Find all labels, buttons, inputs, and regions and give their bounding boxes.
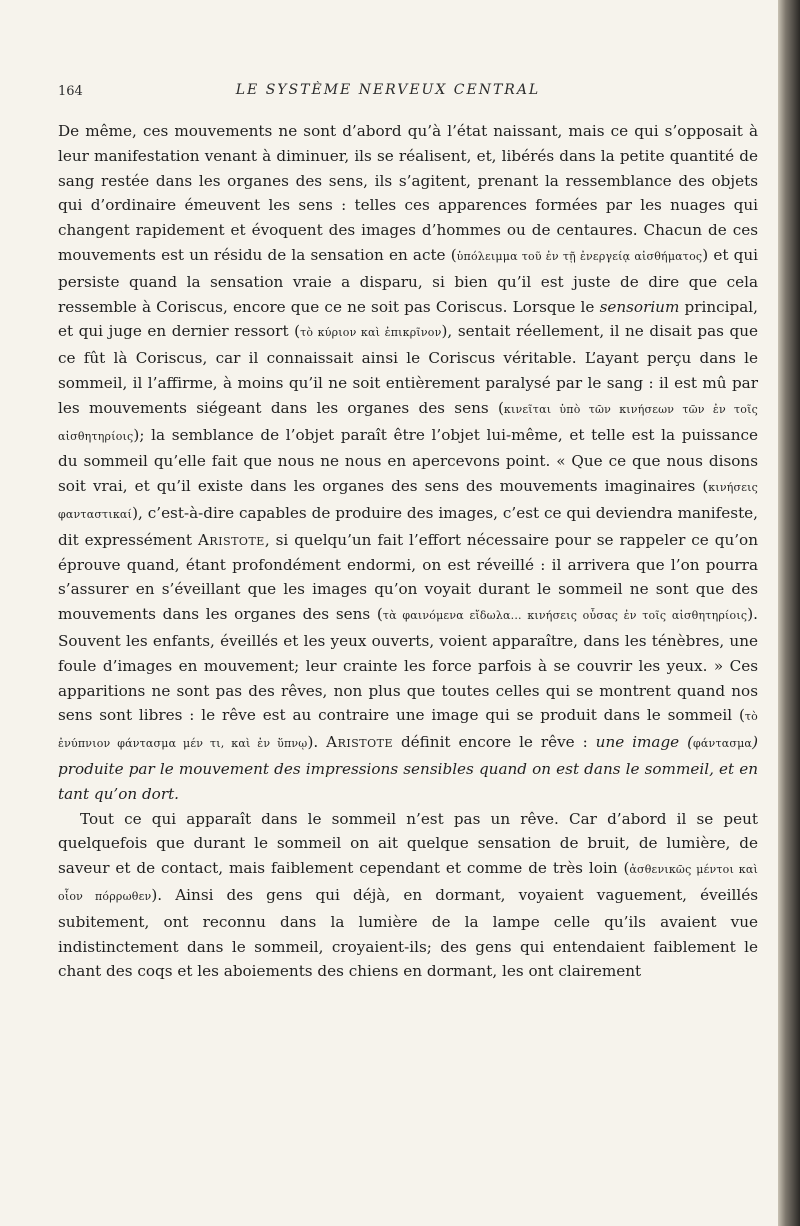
italic-text: sensorium	[599, 297, 680, 316]
greek-quotation: τὰ φαινόμενα εἴδωλα... κινήσεις οὖσας ἐν τοῖς αἰσθητηρίοις	[382, 609, 748, 623]
text-run: Tout ce qui apparaît dans le sommeil n’est pas un rêve. Car d’abord il se peut quelquefois que durant le sommeil on ait quelque sensation de bruit, de lumière, de saveur et de contact, mais faiblement cependant et comme de très loin (	[58, 809, 758, 878]
greek-quotation: φάντασμα	[693, 737, 753, 751]
text-run: principal, et qui juge en dernier ressort (	[58, 297, 758, 341]
greek-quotation: τὸ κύριον καὶ ἐπικρῖνον	[300, 326, 442, 340]
text-run: ). Ainsi des gens qui déjà, en dormant, voyaient vaguement, éveillés subitement, ont reconnu dans la lumière de la lampe celle qu’ils avaient vue indistinctement dans le sommeil, croyaient-ils; des gens qui entendaient faiblement le chant des coqs et les aboiements des chiens en dormant, les ont clairement	[58, 885, 759, 981]
author-name: Aristote	[197, 530, 265, 549]
greek-quotation: κινήσεις φανταστικαί	[58, 481, 758, 521]
text-run: , si quelqu’un fait l’effort nécessaire pour se rappeler ce qu’on éprouve quand, étant profondément endormi, on est réveillé : il arrivera que l’on pourra s’assurer en s’éveillant que les images qu’on voyait durant le sommeil ne sont que des mouvements dans les organes des sens (	[58, 530, 758, 624]
italic-text: une image (	[595, 733, 694, 752]
page-header	[58, 82, 718, 106]
page-edge-shadow	[778, 0, 800, 1226]
paragraph-1	[58, 119, 758, 807]
text-run: ).	[307, 733, 327, 752]
body-text	[58, 119, 758, 984]
italic-text: ) produite par le mouvement des impressions sensibles quand on est dans le sommeil, et en tant qu’on dort.	[58, 733, 758, 803]
text-run: ) et qui persiste quand la sensation vraie a disparu, si bien qu’il est juste de dire que cela ressemble à Coriscus, encore que ce ne soit pas Coriscus. Lorsque le	[58, 245, 758, 316]
greek-quotation: τὸ ἐνύπνιον φάντασμα μέν τι, καὶ ἐν ὕπνῳ	[58, 710, 758, 751]
text-run: ); la semblance de l’objet paraît être l’objet lui-même, et telle est la puissance du sommeil qu’elle fait que nous ne nous en apercevons point. « Que ce que nous disons soit vrai, et qu’il existe dans les organes des sens des mouvements imaginaires (	[58, 425, 758, 496]
text-run: ), sentait réellement, il ne disait pas que ce fût là Coriscus, car il connaissait ainsi le Coriscus véritable. L’ayant perçu dans le sommeil, il l’affirme, à moins qu’il ne soit entièrement paralysé par le sang : il est mû par les mouvements siégeant dans les organes des sens (	[58, 322, 759, 417]
text-run: définit encore le rêve :	[393, 733, 596, 752]
greek-quotation: ὑπόλειμμα τοῦ ἐν τῇ ἐνεργείᾳ αἰσθήματος	[456, 249, 703, 263]
author-name: Aristote	[326, 733, 394, 752]
greek-quotation: κινεῖται ὑπὸ τῶν κινήσεων τῶν ἐν τοῖς αἰσθητηρίοις	[58, 402, 758, 443]
text-run: De même, ces mouvements ne sont d’abord qu’à l’état naissant, mais ce qui s’opposait à leur manifestation venant à diminuer, ils se réalisent, et, libérés dans la petite quantité de sang restée dans les organes des sens, ils s’agitent, prenant la ressemblance des objets qui d’ordinaire émeuvent les sens : telles ces apparences formées par les nuages qui changent rapidement et évoquent des images d’hommes ou de centaures. Chacun de ces mouvements est un résidu de la sensation en acte (	[58, 122, 758, 264]
paragraph-2	[58, 807, 758, 985]
text-run: ), c’est-à-dire capables de produire des images, c’est ce qui deviendra manifeste, dit expressément	[58, 503, 758, 549]
text-run: ). Souvent les enfants, éveillés et les yeux ouverts, voient apparaître, dans les ténèbres, une foule d’images en mouvement; leur crainte les force parfois à se couvrir les yeux. » Ces apparitions ne sont pas des rêves, non plus que toutes celles qui se montrent quand nos sens sont libres : le rêve est au contraire une image qui se produit dans le sommeil (	[58, 605, 759, 725]
greek-quotation: ἀσθενικῶς μέντοι καὶ οἷον πόρρωθεν	[58, 863, 759, 903]
page-number: 164	[58, 84, 83, 99]
running-title: LE SYSTÈME NERVEUX CENTRAL	[235, 82, 541, 98]
